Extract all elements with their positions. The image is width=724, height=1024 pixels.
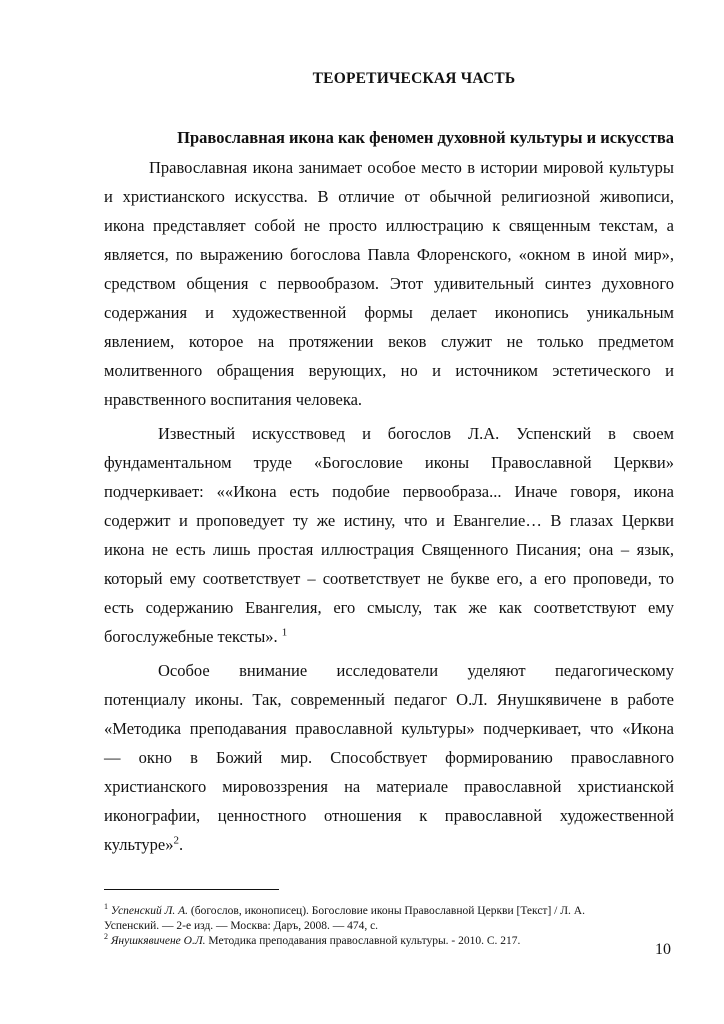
footnote-ref-1[interactable]: 1 — [281, 626, 288, 639]
paragraph-3-line-1: Особое внимание исследователи уделяют педагогическому — [158, 661, 674, 680]
footnote-2-author: Янушкявичене О.Л. — [110, 934, 206, 947]
paragraph-2-line-8 — [104, 626, 674, 648]
paragraph-2-line-6: который ему соответствует – соответствует не букве его, а его проповеди, то — [104, 569, 674, 588]
paragraph-1-line-2: и христианского искусства. В отличие от обычной религиозной живописи, — [104, 187, 674, 206]
paragraph-2-line-4: содержит и проповедует ту же истину, что и Евангелие… В глазах Церкви — [104, 511, 674, 530]
footnote-1-text: (богослов, иконописец). Богословие иконы Православной Церкви [Текст] / Л. А. — [190, 904, 585, 917]
paragraph-1-line-6: содержания и художественной формы делает иконопись уникальным — [104, 303, 674, 322]
footnote-2-number: 2 — [104, 932, 108, 941]
footnote-1-number: 1 — [104, 902, 108, 911]
paragraph-1-line-8: молитвенного обращения верующих, но и источником эстетического и — [104, 361, 674, 380]
paragraph-3-line-7 — [104, 834, 674, 856]
paragraph-1-line-3: икона представляет собой не просто иллюстрацию к священным текстам, а — [104, 216, 674, 235]
paragraph-3-line-3: «Методика преподавания православной культуры» подчеркивает, что «Икона — [104, 719, 674, 738]
paragraph-1-line-1: Православная икона занимает особое место в истории мировой культуры — [149, 158, 674, 177]
paragraph-2-line-1: Известный искусствовед и богослов Л.А. Успенский в своем — [158, 424, 674, 443]
paragraph-3-line-5: христианского мировоззрения на материале православной христианской — [104, 777, 674, 796]
paragraph-3-line-6: иконографии, ценностного отношения к православной художественной — [104, 806, 674, 825]
paragraph-1-line-5: средством общения с первообразом. Этот удивительный синтез духовного — [104, 274, 674, 293]
footnote-1-text-cont: Успенский. — 2-е изд. — Москва: Даръ, 2008. — 474, с. — [104, 919, 379, 932]
footnote-separator — [104, 889, 279, 890]
page-number: 10 — [655, 941, 671, 958]
footnote-2-text: Методика преподавания православной культуры. - 2010. С. 217. — [208, 934, 521, 947]
paragraph-2-line-2: фундаментальном труде «Богословие иконы Православной Церкви» — [104, 453, 674, 472]
paragraph-3-trailing: . — [179, 835, 184, 854]
paragraph-3-line-2: потенциалу иконы. Так, современный педагог О.Л. Янушкявичене в работе — [104, 690, 674, 709]
footnote-ref-2[interactable]: 2 — [173, 834, 180, 847]
paragraph-1-line-7: явлением, которое на протяжении веков служит не только предметом — [104, 332, 674, 351]
page-title: ТЕОРЕТИЧЕСКАЯ ЧАСТЬ — [312, 70, 516, 87]
paragraph-2-line-8-text: богослужебные тексты». — [104, 627, 278, 646]
footnote-2 — [104, 929, 674, 949]
paragraph-3-line-7-text: культуре» — [104, 835, 174, 854]
paragraph-3-line-4: — окно в Божий мир. Способствует формированию православного — [104, 748, 674, 767]
footnote-1-author: Успенский Л. А. — [110, 904, 189, 917]
paragraph-2-line-3: подчеркивает: ««Икона есть подобие первообраза... Иначе говоря, икона — [104, 482, 674, 501]
paragraph-2-line-5: икона не есть лишь простая иллюстрация Священного Писания; она – язык, — [104, 540, 674, 559]
section-heading: Православная икона как феномен духовной культуры и искусства — [177, 128, 674, 147]
paragraph-2-line-7: есть содержанию Евангелия, его смыслу, так же как соответствуют ему — [104, 598, 674, 617]
paragraph-1-line-9: нравственного воспитания человека. — [104, 390, 363, 409]
paragraph-1-line-4: является, по выражению богослова Павла Флоренского, «окном в иной мир», — [104, 245, 674, 264]
